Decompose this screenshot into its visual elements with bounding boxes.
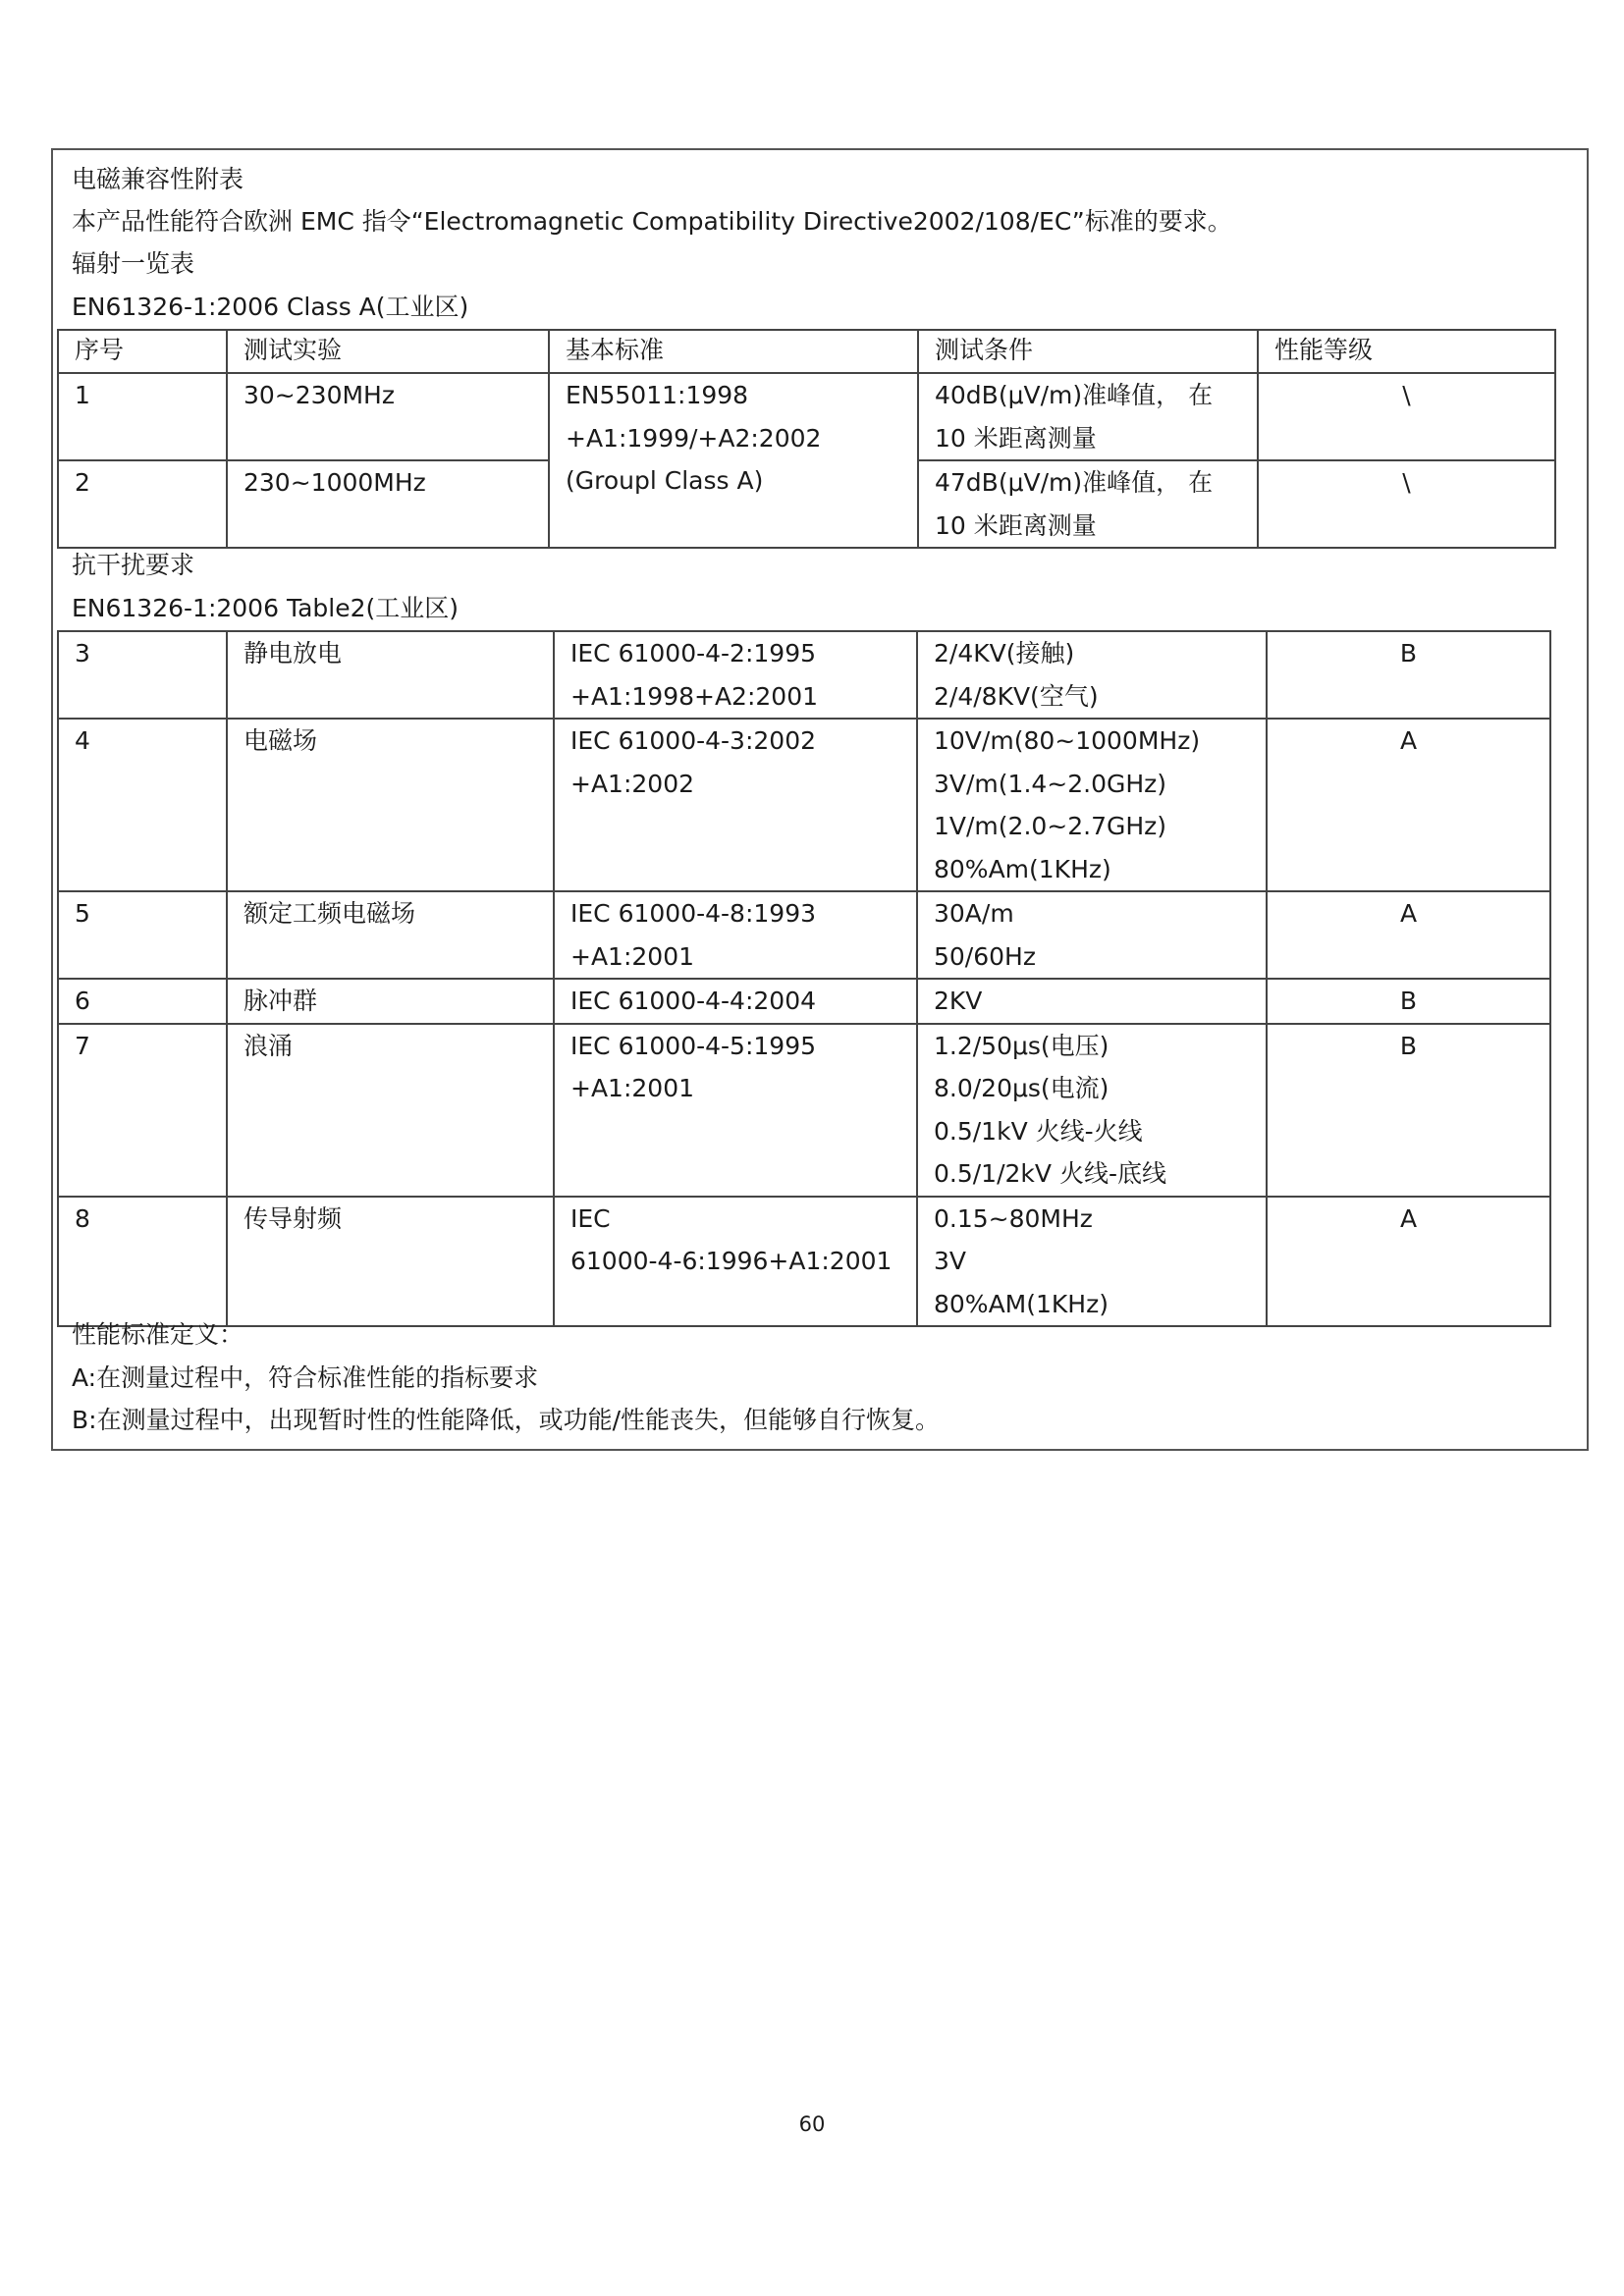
performance-level: B <box>1399 639 1418 667</box>
table-row <box>58 373 1555 460</box>
header-cell: 测试实验 <box>227 330 549 373</box>
definition-title: 性能标准定义： <box>72 1320 244 1349</box>
test-condition: 40dB(μV/m)准峰值， 在 10 米距离测量 <box>935 381 1214 453</box>
immunity-standard: EN61326-1:2006 Table2(工业区) <box>72 594 460 622</box>
row-number: 6 <box>75 987 90 1015</box>
emission-title: 辐射一览表 <box>72 249 195 278</box>
table-row <box>58 1024 1550 1197</box>
test-condition: 30A/m 50/60Hz <box>934 899 1036 971</box>
basic-standard: EN55011:1998 +A1:1999/+A2:2002 (Groupl Class A) <box>566 381 822 495</box>
row-number: 3 <box>75 639 90 667</box>
row-number: 7 <box>75 1031 90 1060</box>
table-row <box>58 719 1550 891</box>
test-name: 230~1000MHz <box>244 468 426 497</box>
table-row <box>58 1197 1550 1327</box>
row-number: 2 <box>75 468 90 497</box>
row-number: 4 <box>75 726 90 755</box>
header-cell: 序号 <box>58 330 227 373</box>
test-name: 30~230MHz <box>244 381 395 409</box>
test-name: 传导射频 <box>244 1203 343 1233</box>
header-cell: 基本标准 <box>549 330 918 373</box>
test-name: 浪涌 <box>244 1031 294 1060</box>
table-row <box>58 891 1550 979</box>
performance-level: \ <box>1402 468 1411 497</box>
basic-standard: IEC 61000-4-4:2004 <box>570 987 816 1015</box>
emission-header-row <box>58 330 1555 373</box>
test-condition: 2KV <box>934 987 983 1015</box>
intro-text: 本产品性能符合欧洲 EMC 指令“Electromagnetic Compatibility Directive2002/108/EC”标准的要求。 <box>72 207 1232 236</box>
table-row <box>58 631 1550 719</box>
test-condition: 2/4KV(接触) 2/4/8KV(空气) <box>934 639 1099 711</box>
table-row <box>58 979 1550 1024</box>
test-condition: 10V/m(80~1000MHz) 3V/m(1.4~2.0GHz) 1V/m(2.0~2.7GHz) 80%Am(1KHz) <box>934 726 1201 883</box>
basic-standard: IEC 61000-4-2:1995 +A1:1998+A2:2001 <box>570 639 819 711</box>
test-condition: 0.15~80MHz 3V 80%AM(1KHz) <box>934 1203 1109 1318</box>
basic-standard: IEC 61000-4-8:1993 +A1:2001 <box>570 899 816 971</box>
test-name: 额定工频电磁场 <box>244 899 416 928</box>
header-cell: 性能等级 <box>1258 330 1555 373</box>
immunity-title: 抗干扰要求 <box>72 551 195 579</box>
performance-level: \ <box>1402 381 1411 409</box>
basic-standard: IEC 61000-4-3:2002 +A1:2002 <box>570 726 816 798</box>
immunity-table <box>57 630 1551 1327</box>
basic-standard: IEC 61000-4-5:1995 +A1:2001 <box>570 1031 816 1102</box>
performance-level: A <box>1399 726 1418 755</box>
test-condition: 47dB(μV/m)准峰值， 在 10 米距离测量 <box>935 468 1214 540</box>
test-name: 静电放电 <box>244 639 343 667</box>
heading: 电磁兼容性附表 <box>72 165 244 193</box>
emission-table <box>57 329 1556 549</box>
test-name: 电磁场 <box>244 726 318 755</box>
row-number: 5 <box>75 899 90 928</box>
test-condition: 1.2/50μs(电压) 8.0/20μs(电流) 0.5/1kV 火线-火线 0.5/1/2kV 火线-底线 <box>934 1031 1166 1188</box>
definition-b: B:在测量过程中，出现暂时性的性能降低，或功能/性能丧失，但能够自行恢复。 <box>72 1406 940 1434</box>
definition-a: A:在测量过程中，符合标准性能的指标要求 <box>72 1363 539 1392</box>
row-number: 8 <box>75 1203 90 1233</box>
performance-level: A <box>1399 1203 1418 1233</box>
test-name: 脉冲群 <box>244 987 318 1015</box>
performance-level: A <box>1399 899 1418 928</box>
header-cell: 测试条件 <box>918 330 1258 373</box>
performance-level: B <box>1399 1031 1418 1060</box>
row-number: 1 <box>75 381 90 409</box>
emission-standard: EN61326-1:2006 Class A(工业区) <box>72 293 469 321</box>
page-number: 60 <box>798 2112 826 2136</box>
basic-standard: IEC 61000-4-6:1996+A1:2001 <box>570 1203 893 1275</box>
performance-level: B <box>1399 987 1418 1015</box>
